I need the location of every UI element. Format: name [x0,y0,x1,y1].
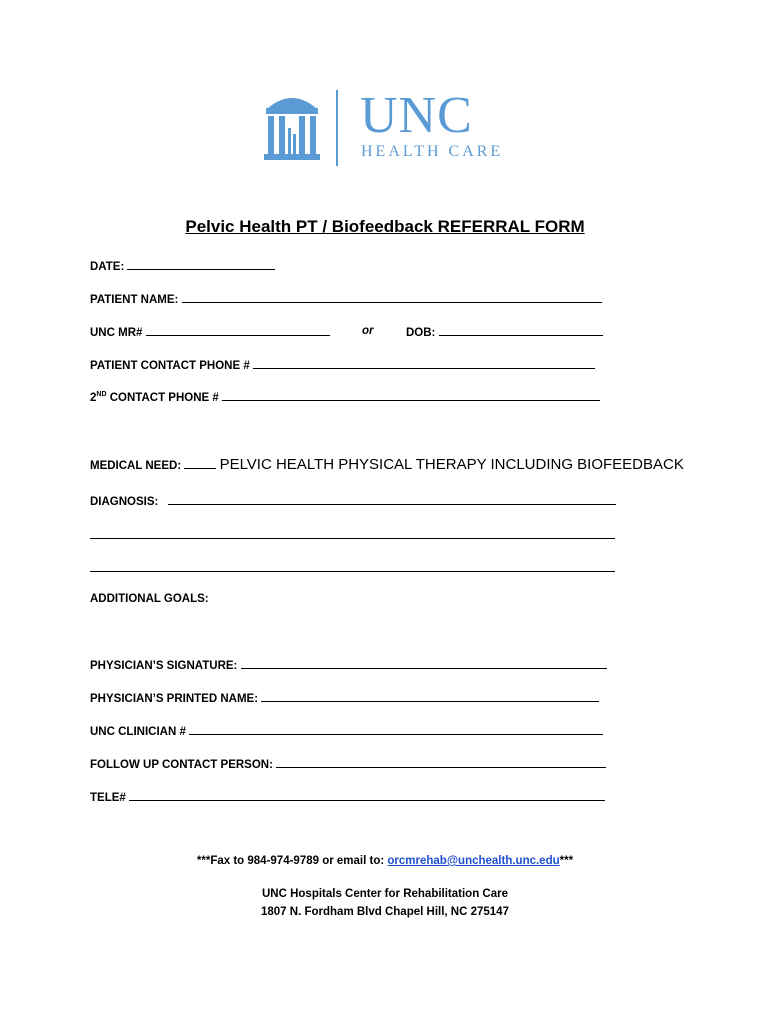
medical-need-checkbox[interactable] [184,458,216,469]
unc-clinician-row [90,724,603,738]
contact-phone-label: PATIENT CONTACT PHONE # [90,360,250,372]
medical-need-value: PELVIC HEALTH PHYSICAL THERAPY INCLUDING BIOFEEDBACK [219,456,684,473]
form-title: Pelvic Health PT / Biofeedback REFERRAL FORM [185,217,585,236]
medical-need-label: MEDICAL NEED: [90,460,182,472]
dob-label: DOB: [406,327,436,339]
date-label: DATE: [90,261,125,273]
second-contact-phone-row [90,390,600,404]
diagnosis-line-2 [90,528,615,542]
physician-printed-name-field[interactable] [261,691,599,702]
physician-printed-name-label: PHYSICIAN’S PRINTED NAME: [90,693,259,705]
physician-signature-field[interactable] [241,658,607,669]
second-contact-phone-field[interactable] [222,390,600,401]
diagnosis-line-3 [90,561,615,575]
tele-label: TELE# [90,792,126,804]
org-name: UNC Hospitals Center for Rehabilitation Care [261,888,508,900]
org-address: 1807 N. Fordham Blvd Chapel Hill, NC 275147 [261,906,509,918]
unc-clinician-label: UNC CLINICIAN # [90,726,186,738]
tele-field[interactable] [129,790,605,801]
fax-prefix: ***Fax to 984-974-9789 or email to: [196,855,385,867]
old-well-icon [262,88,357,168]
follow-up-row [90,757,606,771]
contact-phone-row [90,358,595,372]
fax-suffix: *** [559,855,574,867]
date-row [90,259,275,273]
diagnosis-row [90,494,616,508]
additional-goals-label: ADDITIONAL GOALS: [90,593,209,605]
date-field[interactable] [127,259,275,270]
contact-phone-field[interactable] [253,358,595,369]
unc-mr-row [90,325,330,339]
dob-row [406,325,603,339]
follow-up-field[interactable] [276,757,606,768]
email-link[interactable]: orcmrehab@unchealth.unc.edu [387,855,560,867]
unc-clinician-field[interactable] [189,724,603,735]
physician-printed-name-row [90,691,599,705]
diagnosis-field-3[interactable] [90,561,615,572]
physician-signature-row [90,658,607,672]
unc-mr-field[interactable] [146,325,330,336]
logo-subtitle: HEALTH CARE [361,143,504,160]
follow-up-label: FOLLOW UP CONTACT PERSON: [90,759,273,771]
diagnosis-field[interactable] [168,494,616,505]
diagnosis-label: DIAGNOSIS: [90,496,159,508]
medical-need-row [90,456,684,473]
physician-signature-label: PHYSICIAN’S SIGNATURE: [90,660,238,672]
or-text: or [362,325,374,337]
tele-row [90,790,605,804]
dob-field[interactable] [439,325,603,336]
diagnosis-field-2[interactable] [90,528,615,539]
logo-wordmark: UNC [360,87,473,144]
unc-mr-label: UNC MR# [90,327,143,339]
patient-name-label: PATIENT NAME: [90,294,179,306]
second-contact-phone-label: 2ND CONTACT PHONE # [90,391,219,404]
fax-email-line [0,855,770,867]
patient-name-field[interactable] [182,292,602,303]
patient-name-row [90,292,602,306]
